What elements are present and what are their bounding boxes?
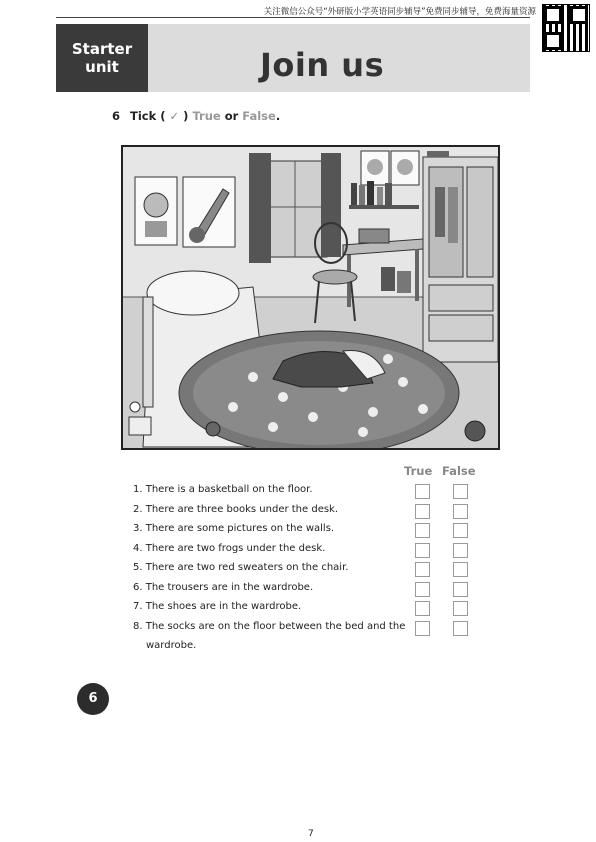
true-checkbox-q7[interactable] bbox=[415, 601, 430, 616]
poster-guitar bbox=[183, 177, 235, 247]
true-word: True bbox=[192, 109, 221, 123]
poster-left bbox=[135, 177, 177, 245]
unit-label-line1: Starter bbox=[71, 40, 133, 58]
page-badge: 6 bbox=[77, 683, 109, 715]
unit-label-block bbox=[56, 24, 148, 92]
qr-code-icon bbox=[542, 4, 590, 52]
question-row: 4. There are two frogs under the desk. bbox=[133, 542, 326, 554]
unit-title: Join us bbox=[260, 46, 385, 84]
false-checkbox-q4[interactable] bbox=[453, 543, 468, 558]
true-checkbox-q3[interactable] bbox=[415, 523, 430, 538]
question-row: 8. The socks are on the floor between the bed and the bbox=[133, 620, 406, 632]
question-row: 6. The trousers are in the wardrobe. bbox=[133, 581, 314, 593]
wardrobe bbox=[423, 157, 498, 362]
false-checkbox-q8[interactable] bbox=[453, 621, 468, 636]
exercise-instruction bbox=[112, 109, 280, 123]
question-row: 3. There are some pictures on the walls. bbox=[133, 523, 335, 534]
false-checkbox-q6[interactable] bbox=[453, 582, 468, 597]
true-checkbox-q4[interactable] bbox=[415, 543, 430, 558]
false-column-header: False bbox=[442, 464, 476, 478]
top-rule bbox=[56, 17, 530, 18]
tick-icon: ✓ bbox=[169, 109, 180, 123]
rug bbox=[179, 331, 459, 448]
bedroom-scene-svg bbox=[123, 147, 498, 448]
false-checkbox-q1[interactable] bbox=[453, 484, 468, 499]
question-row: 2. There are three books under the desk. bbox=[133, 503, 339, 515]
question-continuation: wardrobe. bbox=[146, 640, 197, 651]
false-checkbox-q3[interactable] bbox=[453, 523, 468, 538]
exercise-number: 6 bbox=[112, 109, 121, 123]
true-column-header: True bbox=[404, 464, 433, 478]
question-row: 5. There are two red sweaters on the chair. bbox=[133, 562, 349, 573]
false-checkbox-q7[interactable] bbox=[453, 601, 468, 616]
instruction-mid: ) bbox=[179, 109, 193, 123]
false-checkbox-q2[interactable] bbox=[453, 504, 468, 519]
header-note: 关注微信公众号“外研版小学英语同步辅导”免费同步辅导，免费海量资源 bbox=[263, 7, 536, 17]
or-word: or bbox=[220, 109, 243, 123]
question-row: 7. The shoes are in the wardrobe. bbox=[133, 601, 302, 612]
window bbox=[249, 153, 341, 263]
bedroom-illustration bbox=[121, 145, 500, 450]
true-checkbox-q1[interactable] bbox=[415, 484, 430, 499]
true-checkbox-q8[interactable] bbox=[415, 621, 430, 636]
page-number: 7 bbox=[308, 829, 314, 839]
unit-label-line2: unit bbox=[85, 58, 119, 76]
basketball bbox=[465, 421, 485, 441]
true-checkbox-q2[interactable] bbox=[415, 504, 430, 519]
false-word: False bbox=[242, 109, 276, 123]
instruction-end: . bbox=[275, 109, 281, 123]
instruction-prefix: Tick ( bbox=[130, 109, 170, 123]
true-checkbox-q6[interactable] bbox=[415, 582, 430, 597]
false-checkbox-q5[interactable] bbox=[453, 562, 468, 577]
shoes-on-wardrobe bbox=[427, 151, 449, 157]
true-checkbox-q5[interactable] bbox=[415, 562, 430, 577]
question-row: 1. There is a basketball on the floor. bbox=[133, 484, 313, 495]
